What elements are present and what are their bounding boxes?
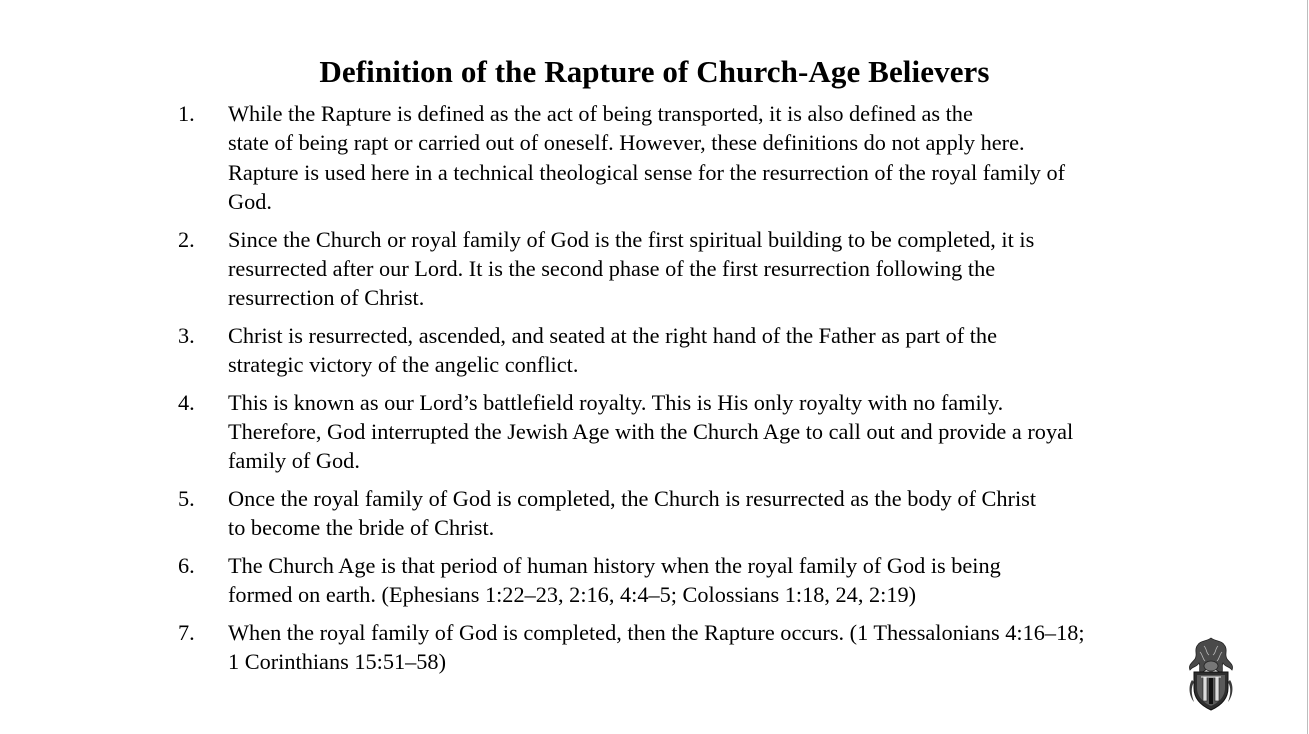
list-item <box>0 99 1309 217</box>
item-line: Rapture is used here in a technical theological sense for the resurrection of the royal family of <box>228 159 1066 185</box>
item-line: Since the Church or royal family of God is the first spiritual building to be completed, it is <box>228 226 1035 252</box>
item-line: Therefore, God interrupted the Jewish Age with the Church Age to call out and provide a royal <box>228 419 1074 445</box>
item-line: resurrected after our Lord. It is the second phase of the first resurrection following the <box>228 256 996 282</box>
item-number: 6. <box>178 552 195 578</box>
item-line: 1 Corinthians 15:51–58) <box>228 648 447 674</box>
item-number: 4. <box>178 389 195 415</box>
item-number: 3. <box>178 322 195 348</box>
item-number: 5. <box>178 485 195 511</box>
list-item <box>0 225 1309 313</box>
item-line: While the Rapture is defined as the act of being transported, it is also defined as the <box>228 101 973 126</box>
item-line: strategic victory of the angelic conflict. <box>228 352 579 378</box>
list-item <box>0 388 1309 476</box>
item-line: The Church Age is that period of human history when the royal family of God is being <box>228 552 1001 578</box>
heraldic-crest-icon <box>1186 636 1236 712</box>
item-line: to become the bride of Christ. <box>228 515 495 541</box>
page-title: Definition of the Rapture of Church-Age Believers <box>319 54 990 89</box>
item-line: God. <box>228 189 272 215</box>
item-line: family of God. <box>228 448 360 474</box>
list-item <box>0 551 1309 610</box>
item-line: Christ is resurrected, ascended, and seated at the right hand of the Father as part of the <box>228 322 997 348</box>
item-number: 7. <box>178 619 195 645</box>
definition-list <box>0 99 1309 684</box>
list-item <box>0 484 1309 543</box>
item-line: resurrection of Christ. <box>228 285 425 311</box>
item-number: 2. <box>178 226 195 252</box>
item-line: state of being rapt or carried out of oneself. However, these definitions do not apply here. <box>228 130 1025 156</box>
item-line: formed on earth. (Ephesians 1:22–23, 2:16, 4:4–5; Colossians 1:18, 24, 2:19) <box>228 582 917 608</box>
list-item <box>0 618 1309 677</box>
item-line: Once the royal family of God is completed, the Church is resurrected as the body of Christ <box>228 485 1037 511</box>
list-item <box>0 321 1309 380</box>
item-line: When the royal family of God is completed, then the Rapture occurs. (1 Thessalonians 4:16–18; <box>228 619 1085 645</box>
item-number: 1. <box>178 101 195 126</box>
item-line: This is known as our Lord’s battlefield royalty. This is His only royalty with no family. <box>228 389 1004 415</box>
